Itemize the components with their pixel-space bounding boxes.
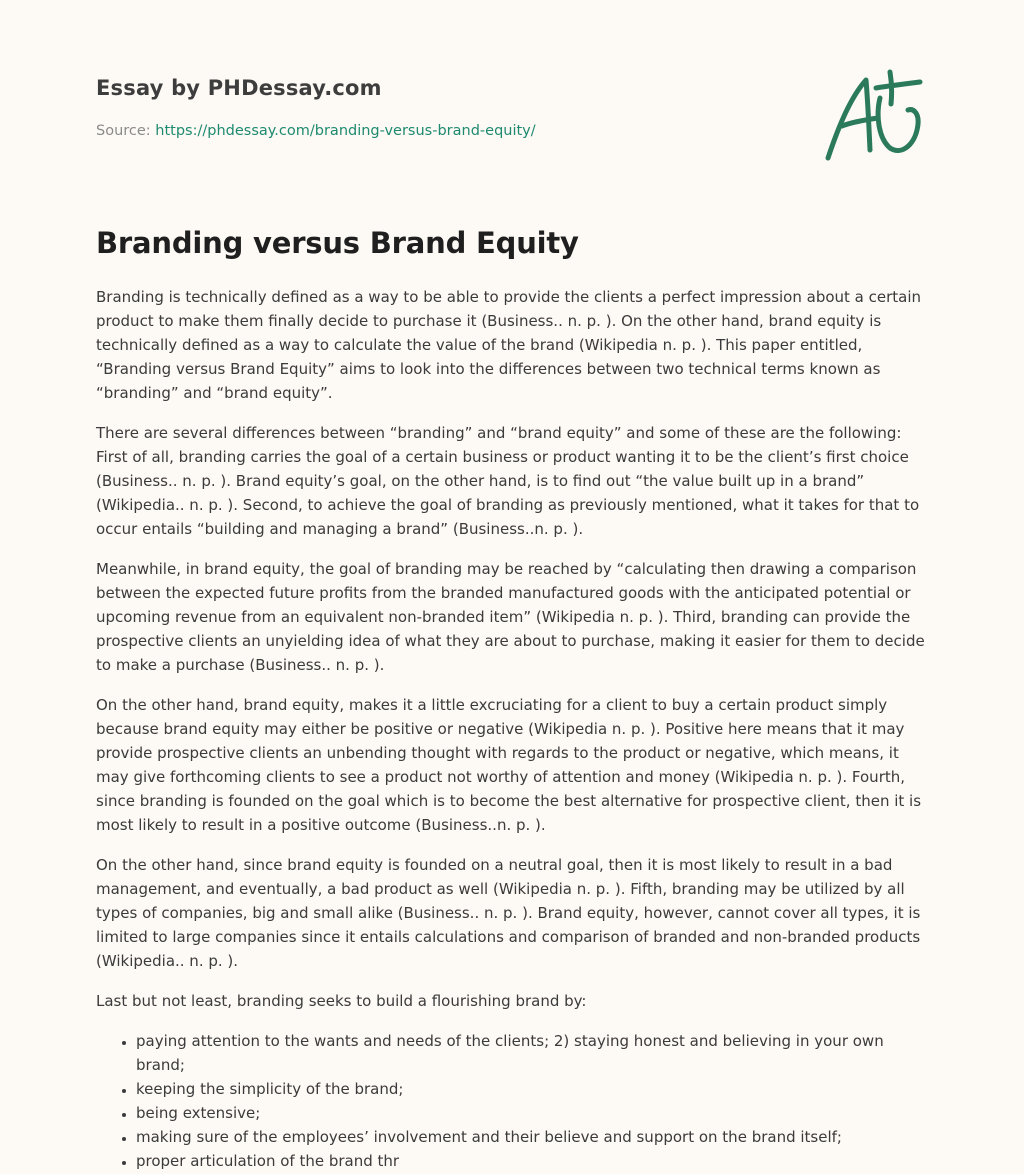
list-item: • paying attention to the wants and needs of the clients; 2) staying honest and believing in your own brand; bbox=[136, 1029, 928, 1077]
bullet-list bbox=[96, 1029, 928, 1173]
paragraph: On the other hand, brand equity, makes it a little excruciating for a client to buy a certain product simply because brand equity may either be positive or negative (Wikipedia n. p. ). Positive here means that it may provide prospective clients an unbending thought with regards to the product or negative, which means, it may give forthcoming clients to see a product not worthy of attention and money (Wikipedia n. p. ). Fourth, since branding is founded on the goal which is to become the best alternative for prospective client, then it is most likely to result in a positive outcome (Business..n. p. ). bbox=[96, 696, 922, 834]
list-item: • keeping the simplicity of the brand; bbox=[136, 1077, 928, 1101]
paragraph: There are several differences between “branding” and “brand equity” and some of these are the following: First of all, branding carries the goal of a certain business or product wanting it to be the client’s first choice (Business.. n. p. ). Brand equity’s goal, on the other hand, is to find out “the value built up in a brand” (Wikipedia.. n. p. ). Second, to achieve the goal of branding as previously mentioned, what it takes for that to occur entails “building and managing a brand” (Business..n. p. ). bbox=[96, 424, 920, 538]
paragraph: Meanwhile, in brand equity, the goal of branding may be reached by “calculating then drawing a comparison between the expected future profits from the branded manufactured goods with the anticipated potential or upcoming revenue from an equivalent non-branded item” (Wikipedia n. p. ). Third, branding can provide the prospective clients an unyielding idea of what they are about to purchase, making it easier for them to decide to make a purchase (Business.. n. p. ). bbox=[96, 560, 925, 674]
paragraph: On the other hand, since brand equity is founded on a neutral goal, then it is most likely to result in a bad management, and eventually, a bad product as well (Wikipedia n. p. ). Fifth, branding may be utilized by all types of companies, big and small alike (Business.. n. p. ). Brand equity, however, cannot cover all types, it is limited to large companies since it entails calculations and comparison of branded and non-branded products (Wikipedia.. n. p. ). bbox=[96, 856, 921, 970]
essay-body bbox=[96, 285, 928, 1173]
site-title: Essay by PHDessay.com bbox=[96, 76, 382, 100]
essay-title: Branding versus Brand Equity bbox=[96, 226, 579, 260]
list-item: • being extensive; bbox=[136, 1101, 928, 1125]
source-link[interactable]: https://phdessay.com/branding-versus-brand-equity/ bbox=[155, 123, 536, 139]
source-line bbox=[96, 123, 796, 139]
page-header bbox=[96, 76, 796, 139]
list-item: • making sure of the employees’ involvement and their believe and support on the brand itself; bbox=[136, 1125, 928, 1149]
source-label: Source: bbox=[96, 123, 151, 139]
list-item: • proper articulation of the brand thr bbox=[136, 1149, 928, 1173]
a-plus-logo bbox=[822, 68, 928, 164]
paragraph: Last but not least, branding seeks to build a flourishing brand by: bbox=[96, 992, 587, 1010]
paragraph: Branding is technically defined as a way to be able to provide the clients a perfect impression about a certain product to make them finally decide to purchase it (Business.. n. p. ). On the other hand, brand equity is technically defined as a way to calculate the value of the brand (Wikipedia n. p. ). This paper entitled, “Branding versus Brand Equity” aims to look into the differences between two technical terms known as “branding” and “brand equity”. bbox=[96, 288, 922, 402]
